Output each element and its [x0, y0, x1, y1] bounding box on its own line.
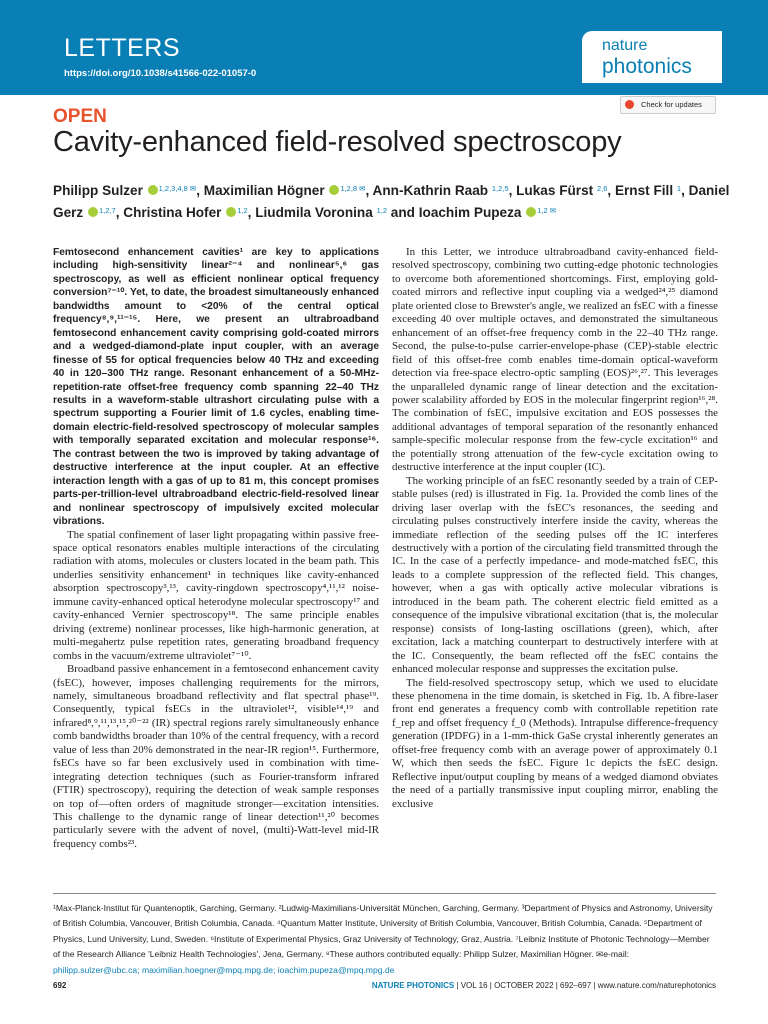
author-affiliation: 1,2,5 [491, 184, 509, 193]
author-affiliation: 1,2,7 [99, 206, 116, 215]
author-affiliation: 2,6 [596, 184, 608, 193]
author-name: Ioachim Pupeza [418, 205, 526, 220]
doi-link[interactable]: https://doi.org/10.1038/s41566-022-01057-0 [64, 68, 257, 79]
page-number: 692 [53, 981, 67, 990]
footer-info: | VOL 16 | OCTOBER 2022 | 692–697 | www.nature.com/naturephotonics [456, 981, 716, 990]
body-paragraph: In this Letter, we introduce ultrabroadband cavity-enhanced field-resolved spectroscopy, combining two cutting-edge photonic technologies to overcome both aforementioned shortcomings. First, employing gold-coated mirrors and reflective input coupling via a wedged²⁴,²⁵ diamond plate oriented close to Brewster's angle, we realized an fsEC with a finesse exceeding 40 over multiple octaves, and demonstrated the simultaneous enhancement of an offset-free frequency comb in the 22–40 THz range. Second, the pulse-to-pulse carrier-envelope-phase (CEP)-stable electric field of this offset-free comb enables time-domain optical-waveform detection via free-space electro-optic sampling (EOS)²⁶,²⁷. This leverages the unparalleled dynamic range of linear detection and the excitation-power scalability afforded by EOS in the molecular fingerprint region¹⁶,²⁸. The combination of fsEC, impulsive excitation and EOS possesses the additional advantages of temporal separation of the resonantly enhanced sample-specific molecular response from the few-cycle excitation¹⁶ and the potentially strong attenuation of the few-cycle excitation owing to destructive interference at the input coupler (IC). [392, 246, 718, 474]
author-name: Liudmila Voronina [255, 205, 377, 220]
author-name: Christina Hofer [123, 205, 226, 220]
orcid-icon[interactable] [88, 207, 98, 217]
crossmark-icon [625, 100, 634, 109]
affiliations-text: ¹Max-Planck-Institut für Quantenoptik, Garching, Germany. ²Ludwig-Maximilians-Universität München, Garching, Germany. ³Department of Physics and Astronomy, University of British Columbia, Vancouver, British Columbia, Canada. ⁴Quantum Matter Institute, University of British Columbia, Vancouver, British Columbia, Canada. ⁵Department of Physics, Lund University, Lund, Sweden. ⁶Institute of Experimental Physics, Graz University of Technology, Graz, Austria. ⁷Leibniz Institute of Photonic Technology—Member of the Research Alliance 'Leibniz Health Technologies', Jena, Germany. ⁸These authors contributed equally: Philipp Sulzer, Maximilian Högner. ✉e-mail: [53, 903, 713, 960]
journal-name-line1: nature [602, 37, 648, 54]
author[interactable] [123, 205, 247, 220]
check-updates-button[interactable] [620, 96, 716, 114]
author[interactable] [419, 205, 556, 220]
abstract: Femtosecond enhancement cavities¹ are key to applications including high-sensitivity linear²⁻⁴ and nonlinear⁵,⁶ gas spectroscopy, as well as efficient nonlinear optical frequency conversion⁷⁻¹⁰. Yet, to date, the broadest simultaneously enhanced bandwidths amount to <20% of the central optical frequency⁸,⁹,¹¹⁻¹⁵. Here, we present an ultrabroadband femtosecond enhancement cavity comprising gold-coated mirrors and a wedged-diamond-plate input coupler, with an average finesse of 55 for optical frequencies below 40 THz and exceeding 40 in 120–300 THz range. Resonant enhancement of a 50-MHz-repetition-rate offset-free frequency comb spanning 22–40 THz results in a waveform-stable ultrashort circulating pulse with a spectrum supporting a Fourier limit of 1.6 cycles, enabling time-domain electric-field-resolved spectroscopy of molecular samples with temporally separated excitation and molecular response¹⁶. The contrast between the two is improved by taking advantage of destructive interference at the input coupler. At an effective interaction length with a gas of up to 81 m, this concept promises parts-per-trillion-level ultrabroadband electric-field-resolved linear and nonlinear spectroscopy of impulsively excited molecular vibrations. [53, 247, 379, 528]
affiliations [53, 901, 716, 978]
section-label: LETTERS [64, 34, 181, 62]
left-column [53, 246, 379, 851]
email-links[interactable]: philipp.sulzer@ubc.ca; maximilian.hoegner@mpq.mpg.de; ioachim.pupeza@mpq.mpg.de [53, 964, 395, 975]
author[interactable] [255, 205, 387, 220]
orcid-icon[interactable] [148, 185, 158, 195]
body-paragraph: The working principle of an fsEC resonantly seeded by a train of CEP-stable pulses (red) is illustrated in Fig. 1a. Provided the comb lines of the driving laser overlap with the fsEC's resonances, the seeding and circulating pulses constructively interfere inside the cavity, whereas the immediate reflection of the seeding pulses off the IC interferes destructively with a portion of the circulating field transmitted through the IC. In the case of a perfectly impedance- and mode-matched fsEC, this leads to a complete suppression of the reflected field. This changes, however, when a gas with optically active molecular vibrations is introduced in the beam path. The coherent electric field emitted as a consequence of the impulsive vibrational excitation (that is, the molecular response) consists of long-lasting oscillations (green), which, after excitation, lack a matching counterpart to destructively interfere with at the IC. Consequently, the beam reflected off the fsEC contains the enhanced molecular response and suppresses the excitation pulse. [392, 474, 718, 676]
footer-journal [372, 981, 716, 990]
orcid-icon[interactable] [329, 185, 339, 195]
orcid-icon[interactable] [526, 207, 536, 217]
author[interactable] [615, 183, 681, 198]
author-name: Lukas Fürst [516, 183, 597, 198]
right-column [392, 246, 718, 811]
footnote-divider [53, 893, 716, 894]
body-paragraph: The spatial confinement of laser light propagating within passive free-space optical resonators enables multiple interactions of the circulating radiation with atoms, molecules or clusters located in the beam path. This underlies sensitivity enhancement¹ in techniques like cavity-enhanced absorption spectroscopy³,¹³, cavity-ringdown spectroscopy⁴,¹¹,¹² noise-immune cavity-enhanced optical heterodyne molecular spectroscopy¹⁷ and cavity-enhanced Vernier spectroscopy¹⁸. The same principle enables driving (extreme) nonlinear processes, like high-harmonic generation, at multi-megahertz pulse repetition rates, generating broadband frequency combs in the vacuum/extreme ultraviolet⁷⁻¹⁰. [53, 528, 379, 662]
open-access-label: OPEN [53, 106, 107, 127]
author-affiliation: 1,2 [237, 206, 248, 215]
check-updates-label: Check for updates [641, 100, 702, 109]
footer-journal-name: NATURE PHOTONICS [371, 981, 455, 990]
body-paragraph: Broadband passive enhancement in a femtosecond enhancement cavity (fsEC), however, imposes challenging requirements for the mirrors, namely, simultaneous broadband reflectivity and flat spectral phase¹⁹. Consequently, typical fsECs in the ultraviolet¹², visible¹⁴,¹⁹ and infrared⁸,⁹,¹¹,¹³,¹⁵,²⁰⁻²² (IR) spectral regions rarely simultaneously enhance comb bandwidths broader than 10% of the central frequency, with a record value of less than 20% demonstrated in the near-IR region¹⁵. Furthermore, fsECs have so far been exclusively used in combination with time-integrating detection techniques (such as Fourier-transform infrared (FTIR) spectroscopy), requiring the detection of weak sample responses on top of—often orders of magnitude stronger—excitation intensities. This challenge to the dynamic range of linear detection¹¹,²⁰ becomes particularly severe with the advent of novel, (multi)-Watt-level mid-IR frequency combs²³. [53, 663, 379, 850]
author[interactable] [516, 183, 607, 198]
author-name: Maximilian Högner [203, 183, 329, 198]
author-name: Ernst Fill [614, 183, 677, 198]
author-affiliation: 1,2 ✉ [537, 206, 557, 215]
orcid-icon[interactable] [226, 207, 236, 217]
author-list: Philipp Sulzer $^{1,2,3,4,8 ✉}$, Maximilian Högner $^{1,2,8 ✉}$, Ann-Kathrin Raab $^{1,2,5}$, Lukas Fürst $^{2,6}$, Ernst Fill $^1$, Daniel Gerz $^{1,2,7}$, Christina Hofer $^{1,2}$, Liudmila Voronina $^{1,2}$ and Ioachim Pupeza $^{1,2 ✉}$ [53, 183, 730, 220]
author-affiliation: 1,2,3,4,8 ✉ [158, 184, 197, 193]
article-title: Cavity-enhanced field-resolved spectroscopy [53, 126, 622, 158]
author[interactable] [373, 183, 509, 198]
author-name: Daniel Gerz [53, 183, 730, 220]
author[interactable] [204, 183, 366, 198]
journal-name-line2: photonics [602, 55, 692, 78]
author-affiliation: 1 [676, 184, 682, 193]
author-affiliation: 1,2 [376, 206, 387, 215]
author[interactable] [53, 183, 196, 198]
author-name: Ann-Kathrin Raab [372, 183, 492, 198]
author-name: Philipp Sulzer [53, 183, 147, 198]
author-affiliation: 1,2,8 ✉ [340, 184, 366, 193]
body-paragraph: The field-resolved spectroscopy setup, which we used to elucidate these phenomena in the time domain, is sketched in Fig. 1b. A fibre-laser front end generates a frequency comb with controllable repetition rate f_rep and offset frequency f_0 (Methods). Intrapulse difference-frequency generation (IPDFG) in a 1-mm-thick GaSe crystal inherently generates an offset-free frequency comb with an average power of approximately 0.1 W, which then seeds the fsEC. Figure 1c depicts the fsEC design. Reflective input/output coupling by means of a wedged diamond obviates the need of a partially transmissive input coupling mirror, enabling the exclusive [392, 676, 718, 810]
